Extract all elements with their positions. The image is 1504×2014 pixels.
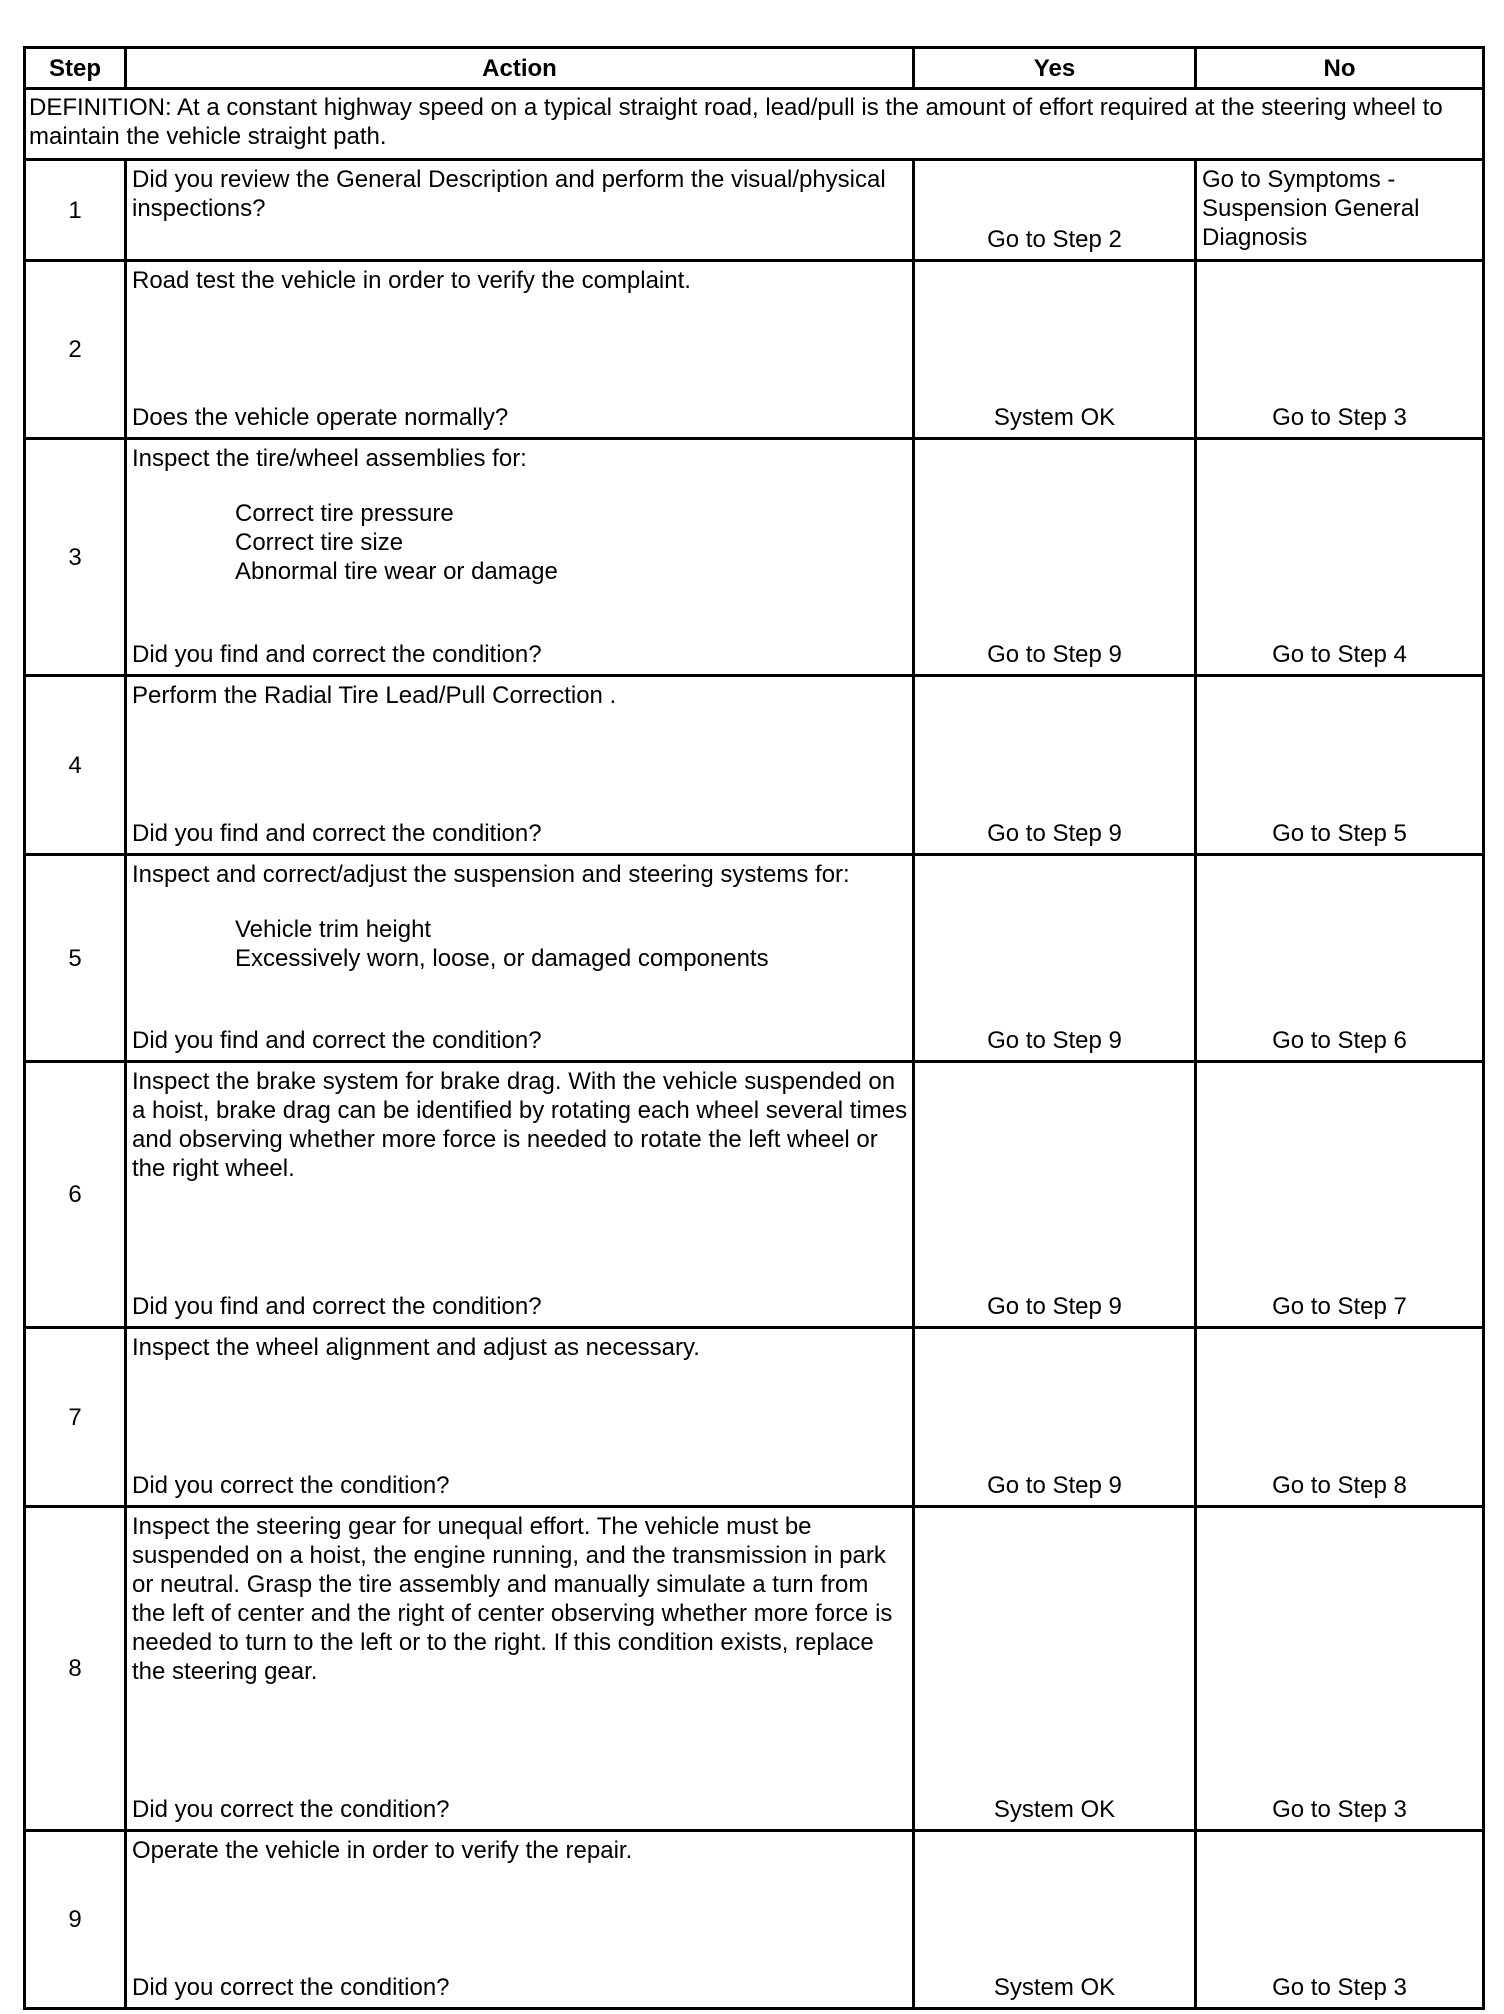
action-cell [126, 855, 914, 1062]
no-result: Go to Step 3 [1272, 404, 1407, 431]
yes-cell [914, 160, 1196, 261]
action-text: Inspect the steering gear for unequal effort. The vehicle must be suspended on a hoist, the engine running, and the transmission in park or neutral. Grasp the tire assembly and manually simulate a turn from the left of center and the right of center observing whether more force is needed to turn to the left or to the right. If this condition exists, replace the steering gear. [132, 1513, 893, 1685]
action-text: Inspect the wheel alignment and adjust as necessary. [132, 1334, 700, 1361]
step-number: 7 [25, 1328, 126, 1507]
step-number: 3 [25, 439, 126, 676]
yes-result: Go to Step 9 [987, 1027, 1122, 1054]
table-row [25, 676, 1484, 855]
yes-cell [914, 1062, 1196, 1328]
yes-result: System OK [993, 1974, 1116, 2001]
yes-result: System OK [993, 404, 1116, 431]
no-cell [1196, 261, 1484, 439]
header-step: Step [25, 48, 126, 89]
no-result: Go to Step 5 [1272, 820, 1407, 847]
action-cell [126, 1328, 914, 1507]
no-result: Go to Step 6 [1272, 1027, 1407, 1054]
yes-cell [914, 676, 1196, 855]
yes-result: Go to Step 9 [987, 1472, 1122, 1499]
no-cell [1196, 1328, 1484, 1507]
no-cell [1196, 439, 1484, 676]
step-number: 5 [25, 855, 126, 1062]
action-text: Perform the Radial Tire Lead/Pull Correction . [132, 682, 617, 709]
yes-result: Go to Step 9 [987, 820, 1122, 847]
table-row [25, 855, 1484, 1062]
header-no: No [1196, 48, 1484, 89]
step-number: 9 [25, 1831, 126, 2009]
yes-cell [914, 1507, 1196, 1831]
no-cell [1196, 855, 1484, 1062]
yes-cell [914, 855, 1196, 1062]
action-text: Inspect the brake system for brake drag. With the vehicle suspended on a hoist, brake drag can be identified by rotating each wheel several times and observing whether more force is needed to rotate the left wheel or the right wheel. [132, 1068, 908, 1182]
step-number: 4 [25, 676, 126, 855]
no-result: Go to Step 7 [1272, 1293, 1407, 1320]
yes-cell [914, 261, 1196, 439]
diagnostic-table [23, 46, 1485, 2010]
list-item: Vehicle trim height [235, 916, 432, 943]
definition-text: DEFINITION: At a constant highway speed on a typical straight road, lead/pull is the amount of effort required at the steering wheel to maintain the vehicle straight path. [25, 89, 1484, 160]
header-yes: Yes [914, 48, 1196, 89]
condition-list [235, 499, 908, 586]
yes-cell [914, 1831, 1196, 2009]
action-text: Did you review the General Description and perform the visual/physical inspections? [132, 166, 886, 222]
table-row [25, 261, 1484, 439]
list-item: Correct tire size [235, 529, 404, 556]
header-row [25, 48, 1484, 89]
yes-result: System OK [993, 1796, 1116, 1823]
action-cell [126, 1507, 914, 1831]
yes-result: Go to Step 2 [987, 226, 1122, 253]
action-cell [126, 1062, 914, 1328]
no-result: Go to Step 4 [1272, 641, 1407, 668]
action-cell [126, 676, 914, 855]
table-row [25, 1062, 1484, 1328]
action-text: Road test the vehicle in order to verify the complaint. [132, 267, 691, 294]
list-item: Abnormal tire wear or damage [235, 558, 558, 585]
table-row [25, 439, 1484, 676]
list-item: Excessively worn, loose, or damaged components [235, 945, 769, 972]
no-result: Go to Symptoms - Suspension General Diagnosis [1202, 166, 1420, 251]
no-cell [1196, 160, 1484, 261]
action-question: Did you find and correct the condition? [132, 1293, 542, 1320]
action-text: Inspect and correct/adjust the suspension and steering systems for: [132, 861, 850, 888]
step-number: 8 [25, 1507, 126, 1831]
action-text: Operate the vehicle in order to verify the repair. [132, 1837, 633, 1864]
action-cell [126, 439, 914, 676]
yes-result: Go to Step 9 [987, 641, 1122, 668]
yes-cell [914, 439, 1196, 676]
table-row [25, 1831, 1484, 2009]
step-number: 6 [25, 1062, 126, 1328]
action-question: Did you find and correct the condition? [132, 820, 542, 847]
action-cell [126, 1831, 914, 2009]
list-item: Correct tire pressure [235, 500, 454, 527]
no-result: Go to Step 3 [1272, 1796, 1407, 1823]
table-row [25, 1328, 1484, 1507]
definition-row [25, 89, 1484, 160]
table-row [25, 1507, 1484, 1831]
action-question: Did you find and correct the condition? [132, 641, 542, 668]
step-number: 1 [25, 160, 126, 261]
no-cell [1196, 1062, 1484, 1328]
no-cell [1196, 676, 1484, 855]
yes-cell [914, 1328, 1196, 1507]
no-result: Go to Step 3 [1272, 1974, 1407, 2001]
header-action: Action [126, 48, 914, 89]
yes-result: Go to Step 9 [987, 1293, 1122, 1320]
no-cell [1196, 1831, 1484, 2009]
action-question: Did you correct the condition? [132, 1974, 450, 2001]
action-question: Did you correct the condition? [132, 1796, 450, 1823]
action-text: Inspect the tire/wheel assemblies for: [132, 445, 527, 472]
action-question: Did you find and correct the condition? [132, 1027, 542, 1054]
no-cell [1196, 1507, 1484, 1831]
action-cell [126, 261, 914, 439]
action-question: Did you correct the condition? [132, 1472, 450, 1499]
no-result: Go to Step 8 [1272, 1472, 1407, 1499]
table-row [25, 160, 1484, 261]
action-question: Does the vehicle operate normally? [132, 404, 509, 431]
action-cell [126, 160, 914, 261]
step-number: 2 [25, 261, 126, 439]
condition-list [235, 915, 908, 973]
